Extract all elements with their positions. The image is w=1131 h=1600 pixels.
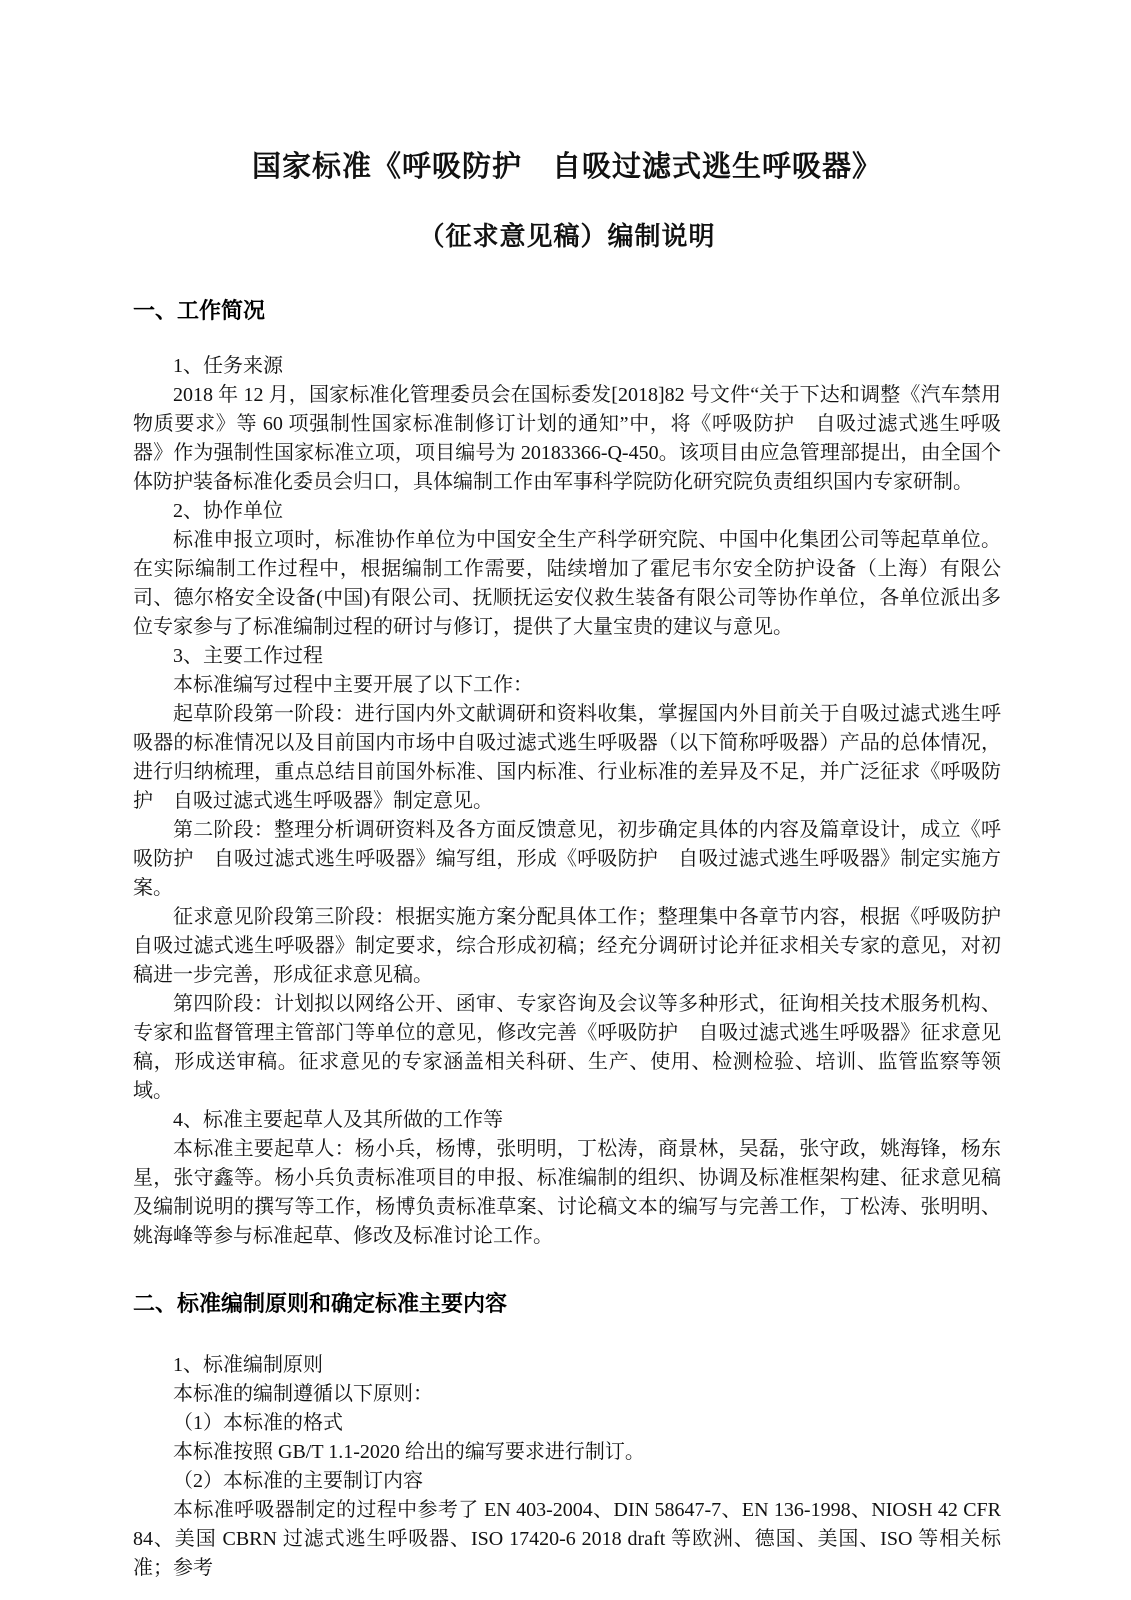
section-1-heading: 一、工作简况 xyxy=(133,298,266,323)
para-stage-3: 征求意见阶段第三阶段：根据实施方案分配具体工作；整理集中各章节内容，根据《呼吸防护 自吸过滤式逃生呼吸器》制定要求，综合形成初稿；经充分调研讨论并征求相关专家的意见，对初稿进一步完善，形成征求意见稿。 xyxy=(133,906,1021,986)
para-drafters-heading: 4、标准主要起草人及其所做的工作等 xyxy=(173,1109,503,1131)
para-cooperating-units-body: 标准申报立项时，标准协作单位为中国安全生产科学研究院、中国中化集团公司等起草单位。在实际编制工作过程中，根据编制工作需要，陆续增加了霍尼韦尔安全防护设备（上海）有限公司、德尔格安全设备(中国)有限公司、抚顺抚运安仪救生装备有限公司等协作单位，各单位派出多位专家参与了标准编制过程的研讨与修订，提供了大量宝贵的建议与意见。 xyxy=(133,529,1001,638)
para-cooperating-units-heading: 2、协作单位 xyxy=(173,500,283,522)
para-stage-1: 起草阶段第一阶段：进行国内外文献调研和资料收集，掌握国内外目前关于自吸过滤式逃生呼吸器的标准情况以及目前国内市场中自吸过滤式逃生呼吸器（以下简称呼吸器）产品的总体情况，进行归纳梳理，重点总结目前国外标准、国内标准、行业标准的差异及不足，并广泛征求《呼吸防护 自吸过滤式逃生呼吸器》制定意见。 xyxy=(133,703,1001,812)
para-task-source-body: 2018 年 12 月，国家标准化管理委员会在国标委发[2018]82 号文件“关于下达和调整《汽车禁用物质要求》等 60 项强制性国家标准制修订计划的通知”中，将《呼吸防护 自吸过滤式逃生呼吸器》作为强制性国家标准立项，项目编号为 20183366-Q-450。该项目由应急管理部提出，由全国个体防护装备标准化委员会归口，具体编制工作由军事科学院防化研究院负责组织国内专家研制。 xyxy=(133,384,1001,493)
para-referenced-standards: 本标准呼吸器制定的过程中参考了 EN 403-2004、DIN 58647-7、EN 136-1998、NIOSH 42 CFR 84、美国 CBRN 过滤式逃生呼吸器、ISO 17420-6 2018 draft 等欧洲、德国、美国、ISO 等相关标准；参考 xyxy=(133,1499,1001,1579)
section-work-overview xyxy=(133,296,1021,1251)
para-format-body: 本标准按照 GB/T 1.1-2020 给出的编写要求进行制订。 xyxy=(173,1441,645,1463)
para-principles-intro: 本标准的编制遵循以下原则： xyxy=(173,1383,433,1405)
para-main-process-intro: 本标准编写过程中主要开展了以下工作： xyxy=(173,674,533,696)
para-drafters-body: 本标准主要起草人：杨小兵，杨博，张明明，丁松涛，商景林，吴磊，张守政，姚海锋，杨东星，张守鑫等。杨小兵负责标准项目的申报、标准编制的组织、协调及标准框架构建、征求意见稿及编制说明的撰写等工作，杨博负责标准草案、讨论稿文本的编写与完善工作，丁松涛、张明明、姚海峰等参与标准起草、修改及标准讨论工作。 xyxy=(133,1138,1001,1247)
para-stage-4: 第四阶段：计划拟以网络公开、函审、专家咨询及会议等多种形式，征询相关技术服务机构、专家和监督管理主管部门等单位的意见，修改完善《呼吸防护 自吸过滤式逃生呼吸器》征求意见稿，形成送审稿。征求意见的专家涵盖相关科研、生产、使用、检测检验、培训、监管监察等领域。 xyxy=(133,993,1001,1102)
para-format-heading: （1）本标准的格式 xyxy=(173,1412,343,1434)
doc-title-line-1: 国家标准《呼吸防护 自吸过滤式逃生呼吸器》 xyxy=(251,151,882,183)
document-content xyxy=(133,146,1021,1583)
section-drafting-principles xyxy=(133,1289,1001,1583)
para-principles-heading: 1、标准编制原则 xyxy=(173,1354,323,1376)
para-task-source-heading: 1、任务来源 xyxy=(173,355,283,377)
doc-title-line-2: （征求意见稿）编制说明 xyxy=(418,222,716,251)
para-main-process-heading: 3、主要工作过程 xyxy=(173,645,323,667)
section-2-heading: 二、标准编制原则和确定标准主要内容 xyxy=(133,1291,508,1316)
para-stage-2: 第二阶段：整理分析调研资料及各方面反馈意见，初步确定具体的内容及篇章设计，成立《呼吸防护 自吸过滤式逃生呼吸器》编写组，形成《呼吸防护 自吸过滤式逃生呼吸器》制定实施方案。 xyxy=(133,819,1001,899)
para-main-content-heading: （2）本标准的主要制订内容 xyxy=(173,1470,423,1492)
